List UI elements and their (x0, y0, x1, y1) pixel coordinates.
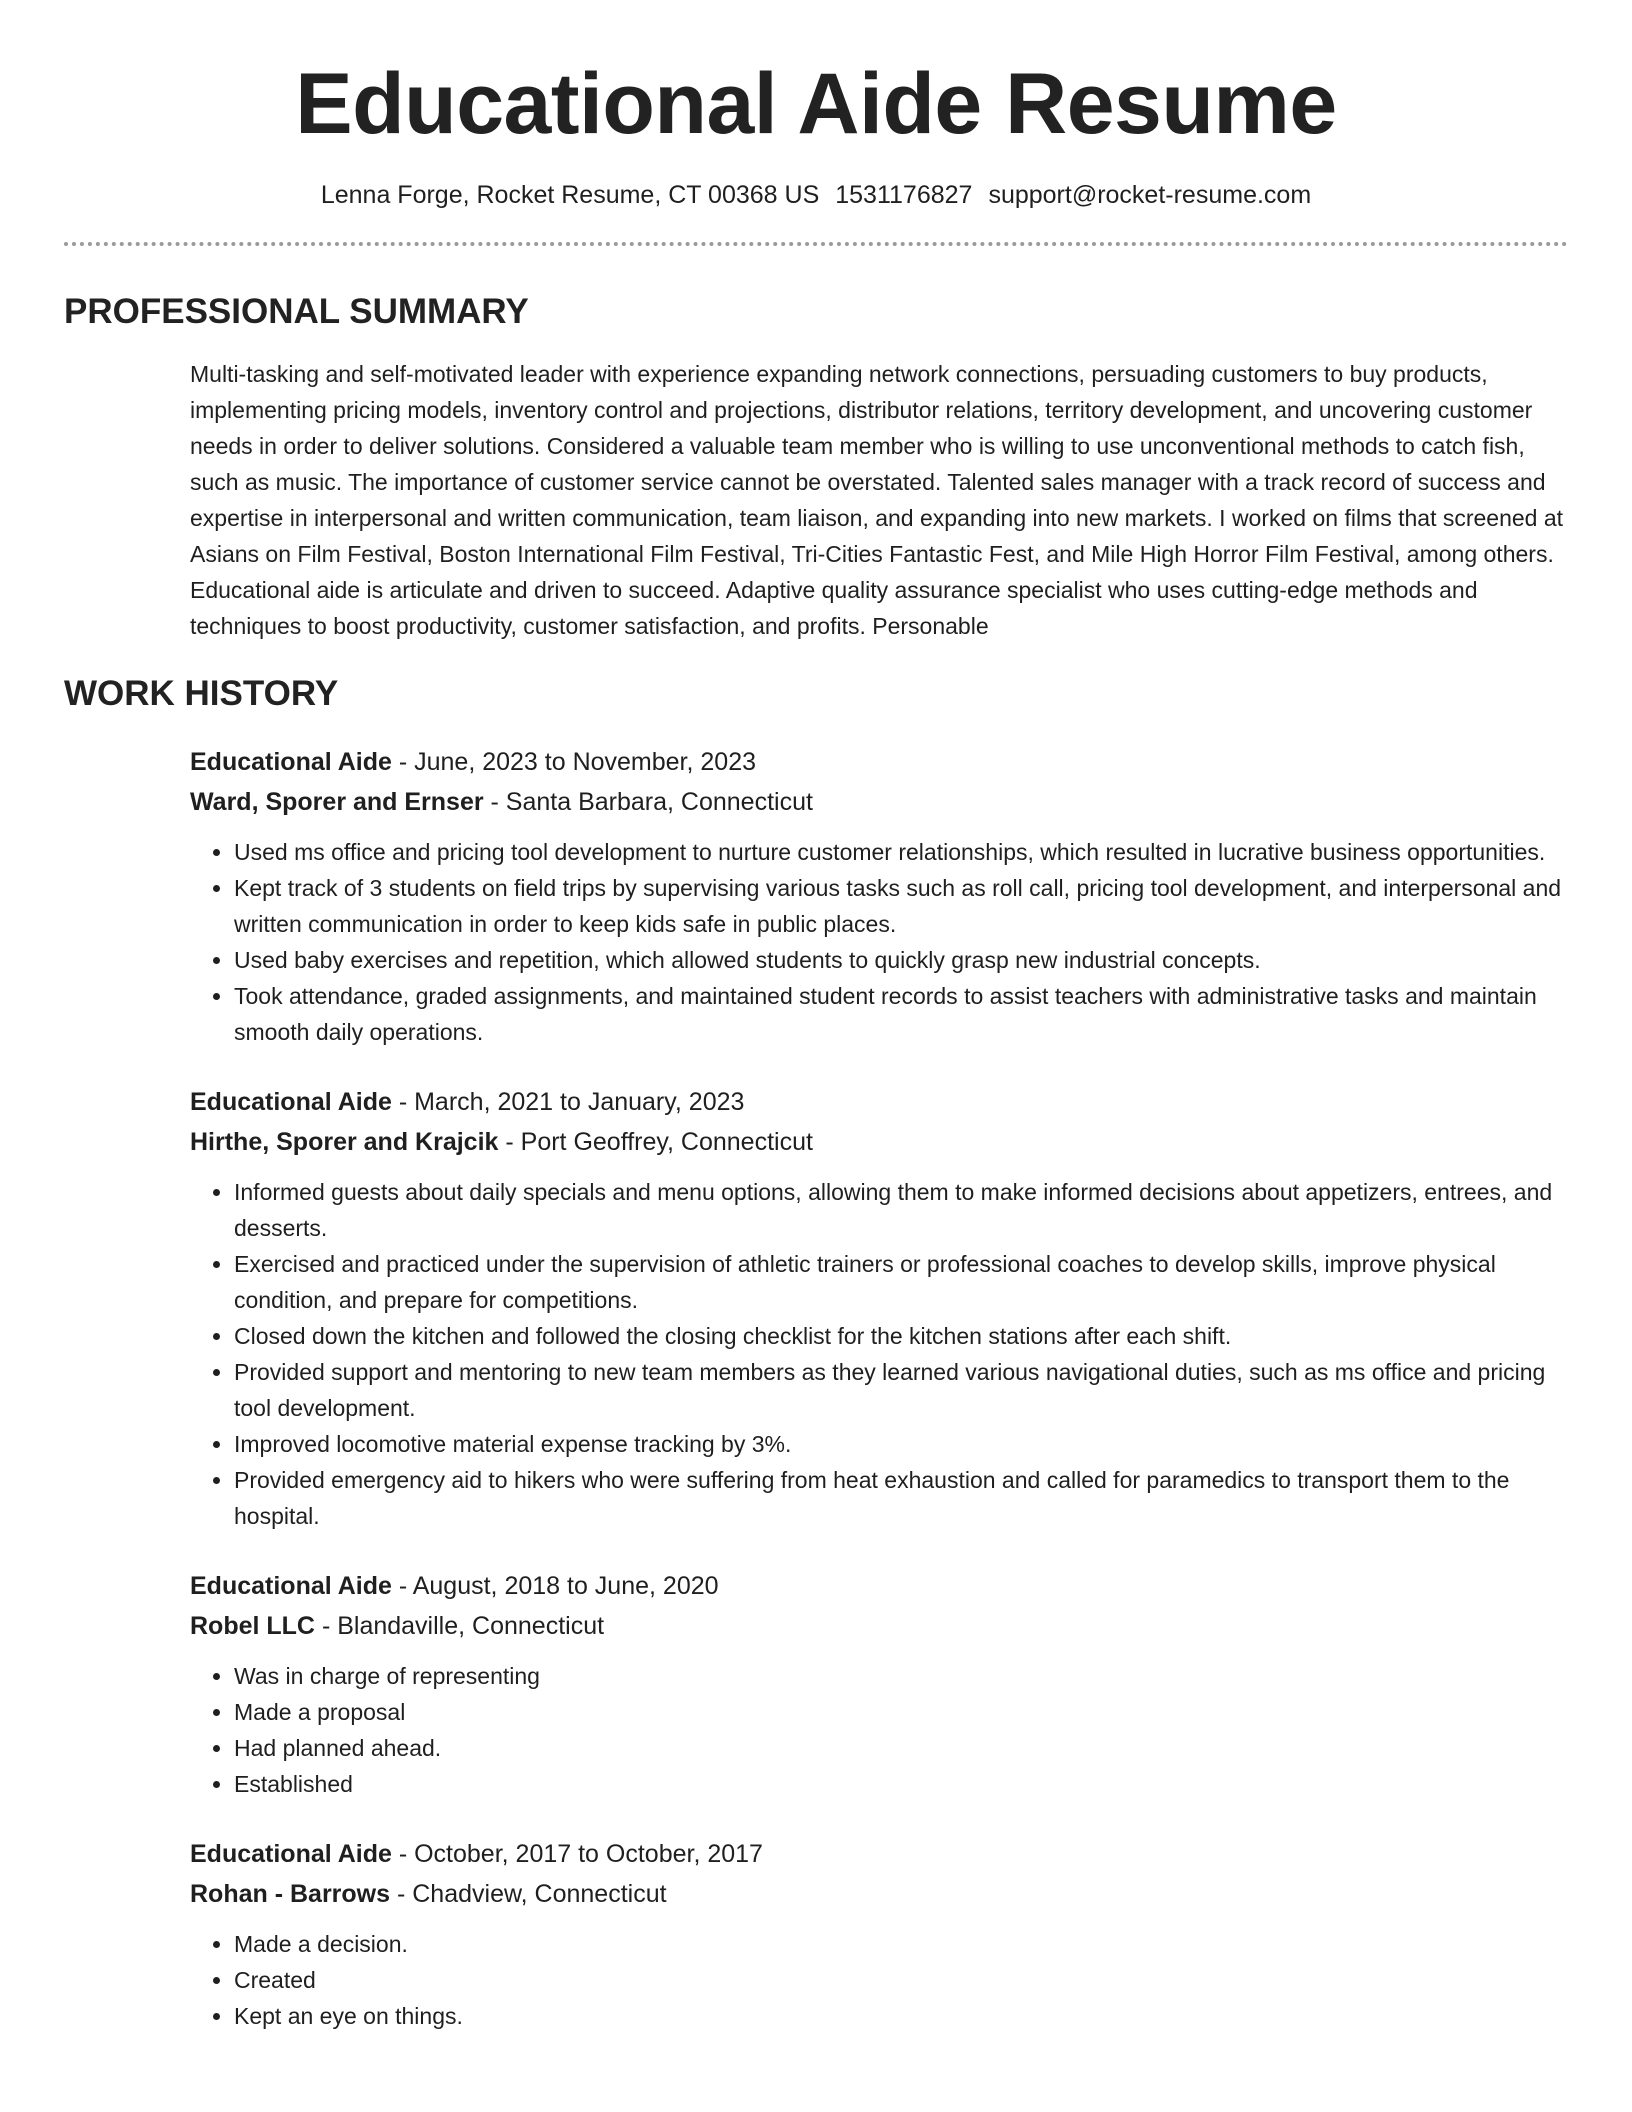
work-history-list (64, 742, 1568, 2034)
contact-email: support@rocket-resume.com (988, 181, 1312, 209)
job-company-line (190, 1122, 1568, 1162)
job-bullet: • Established (234, 1766, 1568, 1802)
job-bullets (190, 834, 1568, 1050)
resume-title: Educational Aide Resume (295, 56, 1337, 152)
work-history-heading: WORK HISTORY (64, 674, 339, 713)
job-bullet: • Closed down the kitchen and followed the closing checklist for the kitchen stations after each shift. (234, 1318, 1568, 1354)
job-entry (190, 1834, 1568, 2034)
job-bullet: • Provided emergency aid to hikers who were suffering from heat exhaustion and called for paramedics to transport them to the hospital. (234, 1462, 1568, 1534)
job-location: - Santa Barbara, Connecticut (483, 788, 813, 816)
job-dates: - March, 2021 to January, 2023 (391, 1088, 745, 1116)
job-location: - Port Geoffrey, Connecticut (498, 1128, 813, 1156)
job-title-line (190, 1082, 1568, 1122)
job-company-line (190, 782, 1568, 822)
job-title-line (190, 742, 1568, 782)
job-bullet: • Improved locomotive material expense tracking by 3%. (234, 1426, 1568, 1462)
job-role: Educational Aide (190, 1088, 392, 1116)
contact-phone: 1531176827 (835, 181, 973, 209)
job-company-line (190, 1874, 1568, 1914)
job-bullet: • Created (234, 1962, 1568, 1998)
job-dates: - August, 2018 to June, 2020 (391, 1572, 719, 1600)
job-company: Ward, Sporer and Ernser (190, 788, 484, 816)
job-bullet: • Used baby exercises and repetition, which allowed students to quickly grasp new industrial concepts. (234, 942, 1568, 978)
job-bullets (190, 1926, 1568, 2034)
header-divider (64, 242, 1568, 246)
job-bullet: • Was in charge of representing (234, 1658, 1568, 1694)
summary-text: Multi-tasking and self-motivated leader with experience expanding network connections, persuading customers to buy products, implementing pricing models, inventory control and projections, distributor relations, territory development, and uncovering customer needs in order to deliver solutions. Considered a valuable team member who is willing to use unconventional methods to catch fish, such as music. The importance of customer service cannot be overstated. Talented sales manager with a track record of success and expertise in interpersonal and written communication, team liaison, and expanding into new markets. I worked on films that screened at Asians on Film Festival, Boston International Film Festival, Tri-Cities Fantastic Fest, and Mile High Horror Film Festival, among others. Educational aide is articulate and driven to succeed. Adaptive quality assurance specialist who uses cutting-edge methods and techniques to boost productivity, customer satisfaction, and profits. Personable (190, 361, 1564, 639)
job-company: Robel LLC (190, 1612, 315, 1640)
job-entry (190, 1082, 1568, 1534)
job-bullet: • Provided support and mentoring to new team members as they learned various navigational duties, such as ms office and pricing tool development. (234, 1354, 1568, 1426)
job-bullet: • Informed guests about daily specials and menu options, allowing them to make informed decisions about appetizers, entrees, and desserts. (234, 1174, 1568, 1246)
job-entry (190, 1566, 1568, 1802)
job-bullet: • Exercised and practiced under the supervision of athletic trainers or professional coaches to develop skills, improve physical condition, and prepare for competitions. (234, 1246, 1568, 1318)
job-bullet: • Kept track of 3 students on field trips by supervising various tasks such as roll call, pricing tool development, and interpersonal and written communication in order to keep kids safe in public places. (234, 870, 1568, 942)
job-bullet: • Took attendance, graded assignments, and maintained student records to assist teachers with administrative tasks and maintain smooth daily operations. (234, 978, 1568, 1050)
job-company: Hirthe, Sporer and Krajcik (190, 1128, 499, 1156)
summary-heading: PROFESSIONAL SUMMARY (64, 292, 529, 331)
job-role: Educational Aide (190, 1572, 392, 1600)
job-bullet: • Kept an eye on things. (234, 1998, 1568, 2034)
job-title-line (190, 1566, 1568, 1606)
contact-address: Lenna Forge, Rocket Resume, CT 00368 US (320, 181, 820, 209)
job-location: - Chadview, Connecticut (390, 1880, 667, 1908)
job-bullets (190, 1174, 1568, 1534)
job-bullet: • Made a decision. (234, 1926, 1568, 1962)
job-company: Rohan - Barrows (190, 1880, 391, 1908)
job-entry (190, 742, 1568, 1050)
job-dates: - June, 2023 to November, 2023 (391, 748, 757, 776)
job-bullets (190, 1658, 1568, 1802)
job-dates: - October, 2017 to October, 2017 (391, 1840, 763, 1868)
job-bullet: • Made a proposal (234, 1694, 1568, 1730)
job-bullet: • Used ms office and pricing tool development to nurture customer relationships, which resulted in lucrative business opportunities. (234, 834, 1568, 870)
job-role: Educational Aide (190, 1840, 392, 1868)
resume-page (64, 0, 1568, 2034)
job-location: - Blandaville, Connecticut (315, 1612, 605, 1640)
job-title-line (190, 1834, 1568, 1874)
contact-line (64, 178, 1568, 212)
job-company-line (190, 1606, 1568, 1646)
job-role: Educational Aide (190, 748, 392, 776)
job-bullet: • Had planned ahead. (234, 1730, 1568, 1766)
